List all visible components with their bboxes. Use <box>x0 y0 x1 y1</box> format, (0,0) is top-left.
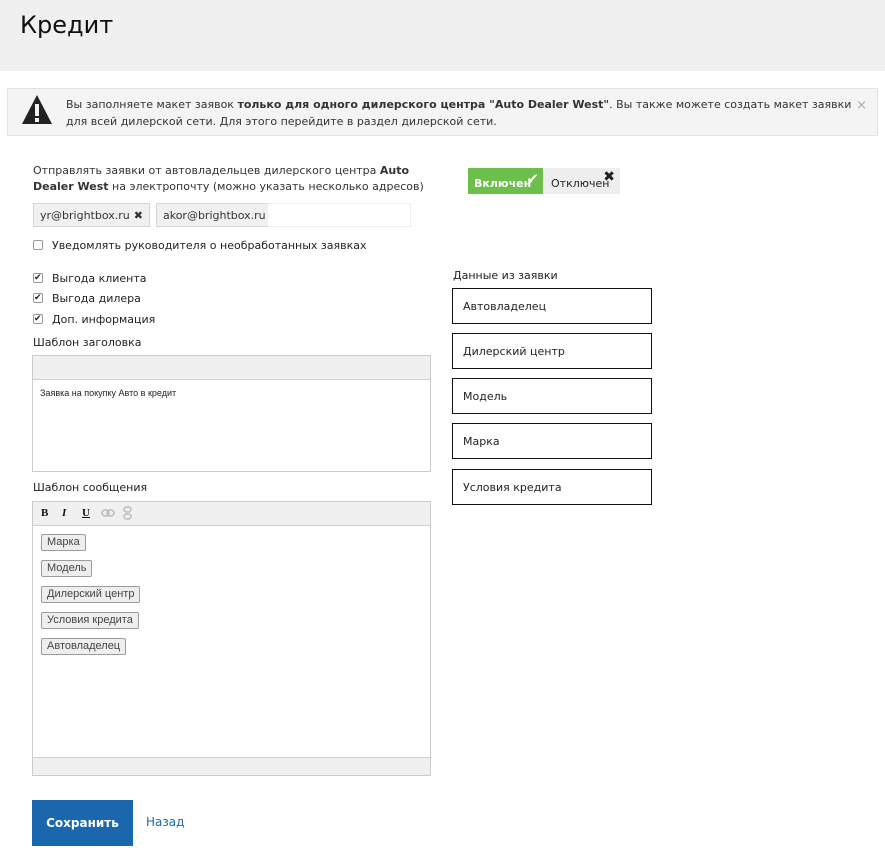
title-template-editor[interactable] <box>32 355 431 472</box>
email-tag <box>33 203 150 227</box>
template-chip-car-owner[interactable]: Автовладелец <box>41 638 126 655</box>
alert-message <box>66 96 856 130</box>
email-settings-label <box>33 163 453 195</box>
request-data-item-credit-terms[interactable]: Условия кредита <box>452 469 652 505</box>
request-data-item-model[interactable]: Модель <box>452 378 652 414</box>
label-part: на электропочту (можно указать несколько адресов) <box>108 180 424 193</box>
email-input[interactable] <box>267 203 411 227</box>
checkbox[interactable] <box>33 293 43 303</box>
checkbox-dealer-benefit[interactable] <box>33 290 141 306</box>
template-chip-model[interactable]: Модель <box>41 560 92 577</box>
remove-icon[interactable]: ✖ <box>133 209 143 222</box>
checkbox-client-benefit[interactable] <box>33 270 147 286</box>
bold-button[interactable]: B <box>41 507 49 519</box>
page-title: Кредит <box>20 11 114 39</box>
checkbox-label: Доп. информация <box>52 312 156 326</box>
email-tag-label: yr@brightbox.ru <box>40 209 130 222</box>
label-bold: Auto Dealer West <box>33 164 410 193</box>
request-data-item-brand[interactable]: Марка <box>452 423 652 459</box>
check-icon: ✔ <box>526 170 539 188</box>
alert-text-part: Вы заполняете макет заявок <box>66 98 238 111</box>
close-icon: ✖ <box>603 169 615 185</box>
request-data-item-dealer-center[interactable]: Дилерский центр <box>452 333 652 369</box>
underline-button[interactable]: U <box>82 507 90 519</box>
checkbox-notify-manager[interactable] <box>33 237 367 253</box>
enable-toggle[interactable] <box>468 168 620 194</box>
checkbox-label: Уведомлять руководителя о необработанных заявках <box>52 238 367 252</box>
italic-button[interactable]: I <box>62 507 67 519</box>
editor-statusbar <box>33 757 430 775</box>
unlink-icon[interactable] <box>122 506 134 523</box>
editor-toolbar <box>33 502 430 526</box>
title-template-label: Шаблон заголовка <box>33 336 142 349</box>
editor-toolbar <box>33 356 430 380</box>
template-chip-credit-terms[interactable]: Условия кредита <box>41 612 139 629</box>
warning-alert <box>7 88 878 136</box>
email-tags <box>33 203 286 227</box>
checkbox-label: Выгода клиента <box>52 271 147 285</box>
toggle-on-label: Включен <box>474 177 532 190</box>
close-icon[interactable]: × <box>856 98 867 113</box>
request-data-item-car-owner[interactable]: Автовладелец <box>452 288 652 324</box>
template-chip-brand[interactable]: Марка <box>41 534 86 551</box>
checkbox-label: Выгода дилера <box>52 291 141 305</box>
toggle-off-button[interactable] <box>543 168 620 194</box>
checkbox[interactable] <box>33 273 43 283</box>
back-link[interactable]: Назад <box>146 815 185 829</box>
warning-icon <box>20 93 54 127</box>
message-template-label: Шаблон сообщения <box>33 481 148 494</box>
message-template-editor[interactable] <box>32 501 431 776</box>
label-part: Отправлять заявки от автовладельцев дилерского центра <box>33 164 380 177</box>
alert-text-part: . Вы также можете создать макет заявки для всей дилерской сети. Для этого перейдите в раздел дилерской сети. <box>66 98 852 128</box>
checkbox[interactable] <box>33 314 43 324</box>
toggle-on-button[interactable] <box>468 168 543 194</box>
checkbox[interactable] <box>33 240 43 250</box>
toggle-off-label: Отключен <box>551 177 610 190</box>
email-tag-label: akor@brightbox.ru <box>162 209 266 222</box>
template-chip-dealer-center[interactable]: Дилерский центр <box>41 586 140 603</box>
request-data-label: Данные из заявки <box>453 269 558 282</box>
link-icon[interactable] <box>101 508 115 521</box>
save-button[interactable]: Сохранить <box>32 800 133 846</box>
checkbox-extra-info[interactable] <box>33 311 155 327</box>
page-header <box>0 0 885 71</box>
title-template-content[interactable]: Заявка на покупку Авто в кредит <box>40 388 177 398</box>
alert-text-bold: только для одного дилерского центра "Auto Dealer West" <box>237 98 610 111</box>
